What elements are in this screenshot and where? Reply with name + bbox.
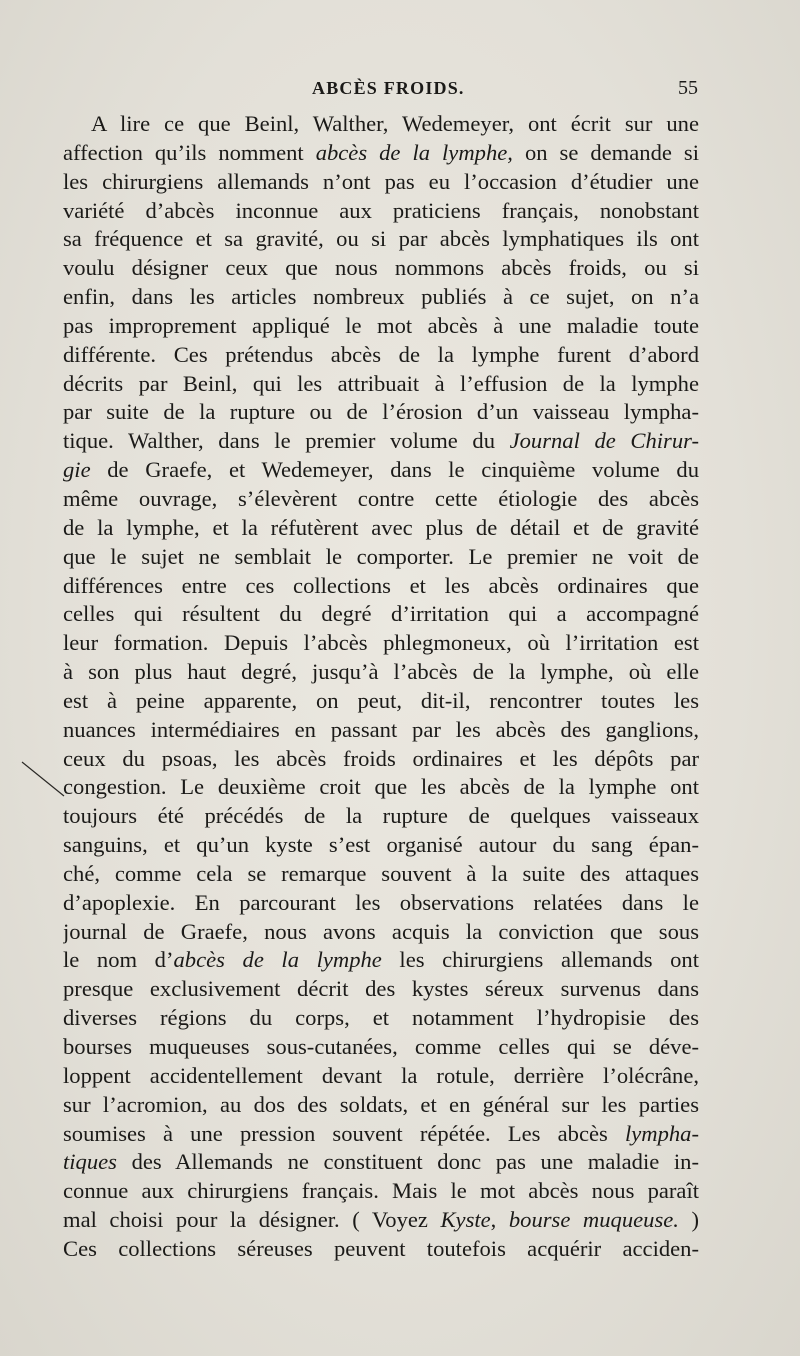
text-line — [63, 745, 699, 774]
text-segment: presque exclusivement décrit des kystes séreux survenus dans — [63, 976, 699, 1002]
text-segment: bourses muqueuses sous-cutanées, comme celles qui se déve- — [63, 1034, 699, 1059]
text-line — [63, 1206, 699, 1235]
text-segment: sa fréquence et sa gravité, ou si par abcès lymphatiques ils ont — [63, 226, 699, 252]
running-title: ABCÈS FROIDS. — [312, 78, 465, 98]
text-segment: connue aux chirurgiens français. Mais le mot abcès nous paraît — [63, 1178, 699, 1204]
text-line — [63, 1091, 699, 1120]
italic-text: bourse muqueuse. — [508, 1207, 679, 1233]
text-line — [63, 1235, 699, 1264]
text-segment: sur l’acromion, au dos des soldats, et en général sur les parties — [63, 1091, 699, 1117]
italic-text: lympha- — [624, 1120, 699, 1146]
text-line — [63, 716, 699, 745]
text-segment: tique. Walther, dans le premier volume du — [63, 428, 510, 454]
text-line — [63, 1004, 699, 1033]
italic-text: abcès de la lymphe, — [315, 139, 513, 165]
text-segment: congestion. Le deuxième croit que les abcès de la lymphe ont — [63, 774, 699, 800]
text-line — [63, 197, 699, 226]
text-segment: ) — [678, 1207, 699, 1233]
text-segment: Ces collections séreuses peuvent toutefois acquérir acciden- — [63, 1235, 699, 1261]
text-segment: les chirurgiens allemands n’ont pas eu l’occasion d’étudier une — [63, 168, 699, 194]
text-line — [63, 918, 699, 947]
text-segment: des Allemands ne constituent donc pas une maladie in- — [116, 1149, 699, 1175]
text-line — [63, 600, 699, 629]
text-segment: même ouvrage, s’élevèrent contre cette étiologie des abcès — [63, 485, 699, 511]
text-segment: différences entre ces collections et les abcès ordinaires que — [63, 572, 699, 598]
italic-text: gie — [63, 457, 91, 483]
text-line — [63, 1062, 699, 1091]
text-line — [63, 254, 699, 283]
text-line — [63, 1120, 699, 1149]
text-line — [63, 572, 699, 601]
text-segment: diverses régions du corps, et notamment l’hydropisie des — [63, 1005, 699, 1031]
text-segment: ceux du psoas, les abcès froids ordinaires et les dépôts par — [63, 745, 699, 771]
text-line — [63, 687, 699, 716]
text-line — [63, 485, 699, 514]
text-segment: enfin, dans les articles nombreux publiés à ce sujet, on n’a — [63, 284, 699, 310]
italic-text: Journal de Chirur- — [509, 428, 699, 454]
text-segment: de la lymphe, et la réfutèrent avec plus de détail et de gravité — [63, 514, 699, 540]
text-line — [63, 312, 699, 341]
body-text — [63, 110, 699, 1264]
text-segment: de Graefe, et Wedemeyer, dans le cinquième volume du — [90, 457, 699, 483]
text-line — [63, 946, 699, 975]
text-line — [63, 398, 699, 427]
text-segment: soumises à une pression souvent répétée. Les abcès — [63, 1120, 625, 1146]
text-line — [63, 1148, 699, 1177]
text-segment: on se demande si — [512, 139, 699, 165]
text-line — [63, 110, 699, 139]
text-line — [63, 543, 699, 572]
text-line — [63, 225, 699, 254]
text-line — [63, 802, 699, 831]
italic-text: abcès de la lymphe — [173, 947, 382, 973]
text-segment: d’apoplexie. En parcourant les observations relatées dans le — [63, 889, 699, 915]
page-number: 55 — [678, 77, 698, 99]
text-line — [63, 341, 699, 370]
text-segment: à son plus haut degré, jusqu’à l’abcès de la lymphe, où elle — [63, 659, 699, 685]
text-segment: que le sujet ne semblait le comporter. Le premier ne voit de — [63, 543, 699, 569]
text-segment: affection qu’ils nomment — [63, 139, 316, 165]
text-segment: journal de Graefe, nous avons acquis la conviction que sous — [63, 918, 699, 944]
text-segment: A lire ce que Beinl, Walther, Wedemeyer, ont écrit sur une — [91, 111, 699, 136]
text-line — [63, 860, 699, 889]
text-segment: le nom d’ — [63, 947, 174, 973]
text-segment: loppent accidentellement devant la rotule, derrière l’olécrâne, — [63, 1062, 699, 1088]
text-line — [63, 427, 699, 456]
text-segment: décrits par Beinl, qui les attribuait à l’effusion de la lymphe — [63, 370, 699, 396]
text-segment: mal choisi pour la désigner. ( Voyez — [63, 1207, 441, 1233]
italic-text: Kyste — [440, 1207, 491, 1233]
text-segment: voulu désigner ceux que nous nommons abcès froids, ou si — [63, 255, 699, 281]
text-line — [63, 1177, 699, 1206]
text-segment: est à peine apparente, on peut, dit-il, rencontrer toutes les — [63, 687, 699, 713]
text-line — [63, 370, 699, 399]
text-line — [63, 975, 699, 1004]
text-line — [63, 283, 699, 312]
text-line — [63, 658, 699, 687]
text-line — [63, 831, 699, 860]
text-segment: toujours été précédés de la rupture de quelques vaisseaux — [63, 803, 699, 829]
text-segment: ché, comme cela se remarque souvent à la suite des attaques — [63, 860, 699, 886]
text-segment: différente. Ces prétendus abcès de la lymphe furent d’abord — [63, 341, 699, 367]
text-segment: pas improprement appliqué le mot abcès à une maladie toute — [63, 312, 699, 338]
text-segment: leur formation. Depuis l’abcès phlegmoneux, où l’irritation est — [63, 630, 699, 656]
text-line — [63, 629, 699, 658]
text-line — [63, 514, 699, 543]
text-segment: , — [490, 1207, 509, 1233]
page-header — [62, 74, 698, 104]
text-segment: par suite de la rupture ou de l’érosion d’un vaisseau lympha- — [63, 399, 699, 425]
italic-text: tiques — [63, 1149, 117, 1175]
text-segment: les chirurgiens allemands ont — [381, 947, 699, 973]
text-line — [63, 889, 699, 918]
text-line — [63, 1033, 699, 1062]
text-segment: variété d’abcès inconnue aux praticiens français, nonobstant — [63, 197, 699, 223]
text-line — [63, 773, 699, 802]
margin-pencil-mark — [20, 760, 70, 800]
text-segment: celles qui résultent du degré d’irritation qui a accompagné — [63, 601, 699, 627]
text-line — [63, 168, 699, 197]
text-line — [63, 456, 699, 485]
text-segment: sanguins, et qu’un kyste s’est organisé autour du sang épan- — [63, 832, 699, 858]
text-segment: nuances intermédiaires en passant par les abcès des ganglions, — [63, 716, 699, 742]
text-line — [63, 139, 699, 168]
